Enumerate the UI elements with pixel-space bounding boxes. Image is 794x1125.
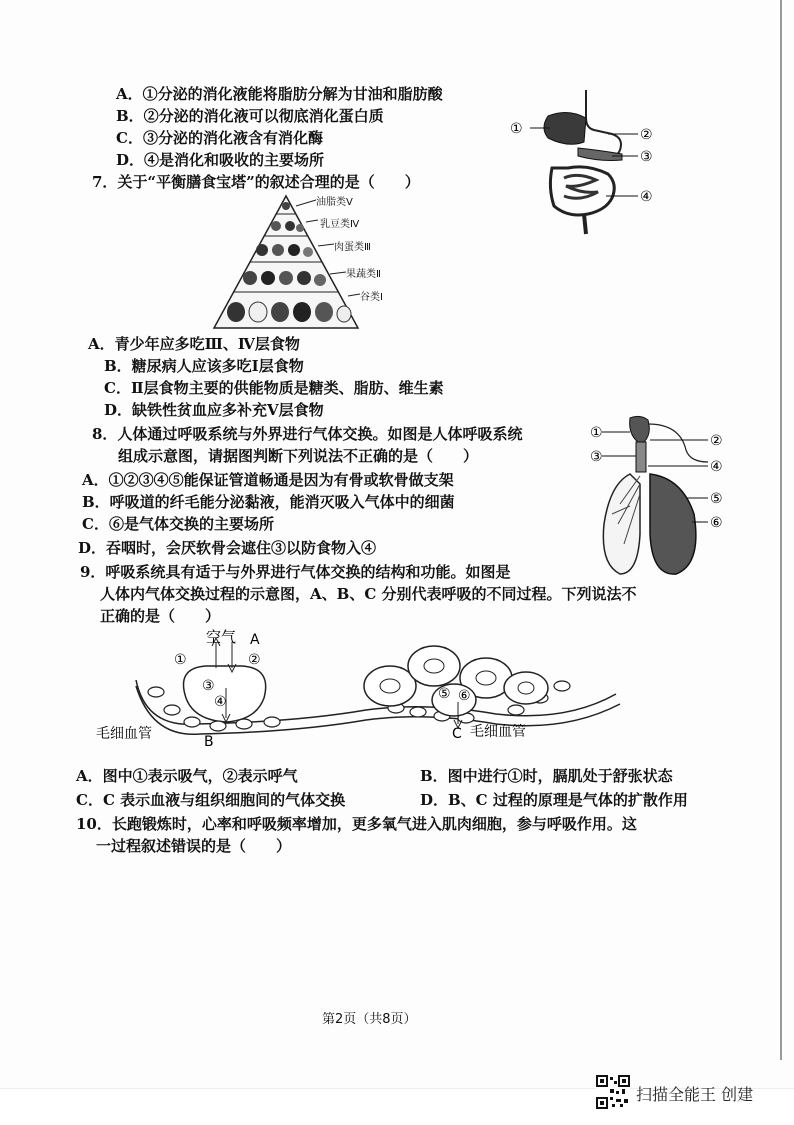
q6-option-b: B．②分泌的消化液可以彻底消化蛋白质 xyxy=(116,107,384,125)
q7-option-d: D．缺铁性贫血应多补充Ⅴ层食物 xyxy=(104,401,324,419)
gas-b-label: B xyxy=(204,734,214,750)
q7-option-b: B．糖尿病人应该多吃Ⅰ层食物 xyxy=(104,357,304,375)
digestive-label-2: ② xyxy=(640,127,653,143)
respiratory-system-figure xyxy=(590,414,740,584)
resp-label-5: ⑤ xyxy=(710,491,723,507)
q8-option-a: A．①②③④⑤能保证管道畅通是因为有骨或软骨做支架 xyxy=(82,471,454,489)
q7-option-a: A．青少年应多吃Ⅲ、Ⅳ层食物 xyxy=(88,335,300,353)
gas-n1: ① xyxy=(174,652,187,668)
q9-stem-line1: 9．呼吸系统具有适于与外界进行气体交换的结构和功能。如图是 xyxy=(80,563,511,581)
q6-option-d: D．④是消化和吸收的主要场所 xyxy=(116,151,325,169)
gas-n4: ④ xyxy=(214,694,227,710)
digestive-label-3: ③ xyxy=(640,149,653,165)
pyramid-label-4: 乳豆类Ⅳ xyxy=(320,219,360,230)
resp-label-6: ⑥ xyxy=(710,515,723,531)
pyramid-label-1: 谷类Ⅰ xyxy=(360,292,383,303)
food-pyramid-figure xyxy=(206,192,376,332)
q8-option-c: C．⑥是气体交换的主要场所 xyxy=(82,515,274,533)
q7-option-c: C．Ⅱ层食物主要的供能物质是糖类、脂肪、维生素 xyxy=(104,379,444,397)
q9-option-b: B．图中进行①时，膈肌处于舒张状态 xyxy=(420,767,673,785)
resp-label-4: ④ xyxy=(710,459,723,475)
scanner-watermark: 扫描全能王 创建 xyxy=(636,1085,754,1104)
gas-a-label: A xyxy=(250,632,260,648)
q8-stem-line2: 组成示意图，请据图判断下列说法不正确的是（ ） xyxy=(118,447,479,465)
q9-option-d: D．B、C 过程的原理是气体的扩散作用 xyxy=(420,791,688,809)
q8-stem-line1: 8．人体通过呼吸系统与外界进行气体交换。如图是人体呼吸系统 xyxy=(92,425,523,443)
q9-stem-line2: 人体内气体交换过程的示意图，A、B、C 分别代表呼吸的不同过程。下列说法不 xyxy=(100,585,637,603)
q9-stem-line3: 正确的是（ ） xyxy=(100,607,221,625)
q8-option-b: B．呼吸道的纤毛能分泌黏液，能消灭吸入气体中的细菌 xyxy=(82,493,455,511)
resp-label-1: ① xyxy=(590,425,603,441)
resp-label-2: ② xyxy=(710,433,723,449)
pyramid-label-2: 果蔬类Ⅱ xyxy=(346,269,381,280)
q6-option-a: A．①分泌的消化液能将脂肪分解为甘油和脂肪酸 xyxy=(116,85,443,103)
resp-label-3: ③ xyxy=(590,449,603,465)
gas-exchange-figure xyxy=(96,628,696,758)
pyramid-label-5: 油脂类Ⅴ xyxy=(316,197,353,208)
q7-stem: 7．关于“平衡膳食宝塔”的叙述合理的是（ ） xyxy=(92,173,420,191)
pyramid-label-3: 肉蛋类Ⅲ xyxy=(334,242,371,253)
page-edge-shadow xyxy=(780,0,782,1060)
q10-stem-line2: 一过程叙述错误的是（ ） xyxy=(96,837,292,855)
gas-capillary-right: 毛细血管 xyxy=(470,724,526,740)
page-number: 第2页（共8页） xyxy=(322,1012,417,1027)
q6-option-c: C．③分泌的消化液含有消化酶 xyxy=(116,129,323,147)
digestive-system-figure xyxy=(508,88,668,236)
q10-stem-line1: 10．长跑锻炼时，心率和呼吸频率增加，更多氧气进入肌肉细胞，参与呼吸作用。这 xyxy=(76,815,637,833)
qr-code-icon xyxy=(596,1075,630,1109)
gas-c-label: C xyxy=(452,726,462,742)
q9-option-c: C．C 表示血液与组织细胞间的气体交换 xyxy=(76,791,346,809)
gas-capillary-left: 毛细血管 xyxy=(96,726,152,742)
gas-n6: ⑥ xyxy=(458,688,471,704)
gas-n3: ③ xyxy=(202,678,215,694)
digestive-label-1: ① xyxy=(510,121,523,137)
gas-air-label: 空气 xyxy=(206,628,237,646)
gas-n2: ② xyxy=(248,652,261,668)
gas-n5: ⑤ xyxy=(438,686,451,702)
digestive-label-4: ④ xyxy=(640,189,653,205)
q8-option-d: D．吞咽时，会厌软骨会遮住③以防食物入④ xyxy=(78,539,377,557)
q9-option-a: A．图中①表示吸气，②表示呼气 xyxy=(76,767,298,785)
